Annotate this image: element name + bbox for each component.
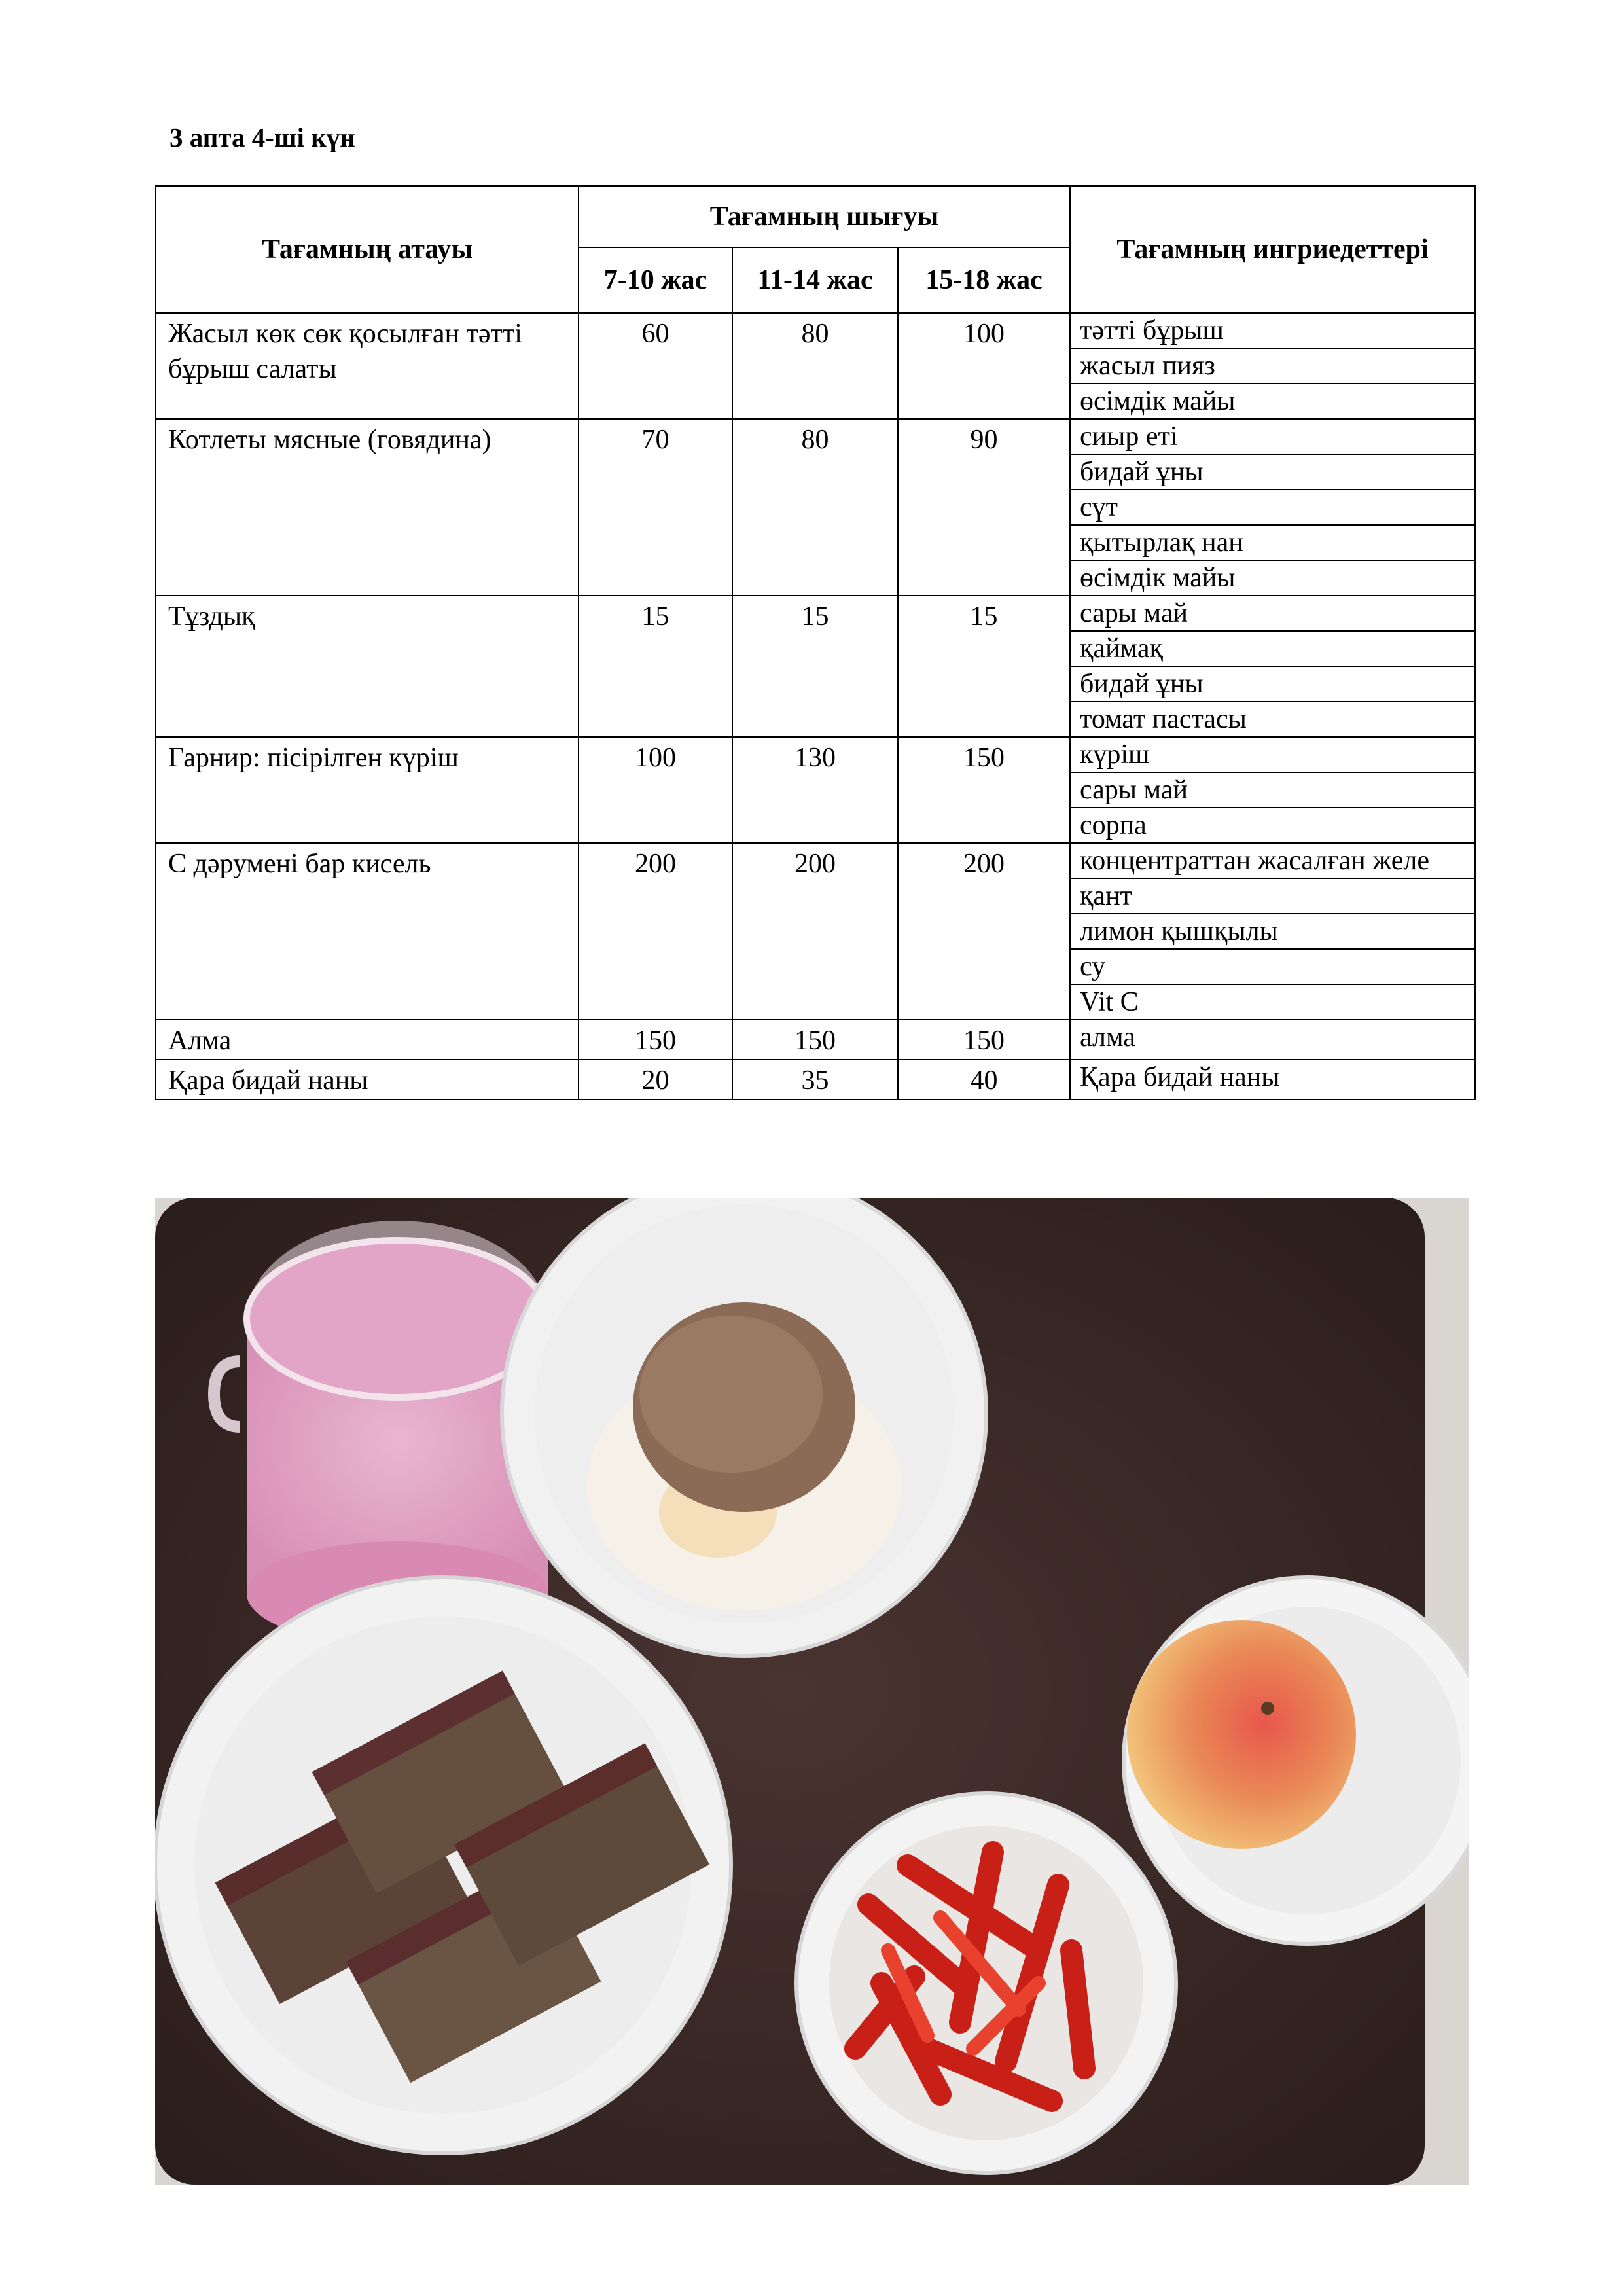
ingredient-item: су	[1071, 950, 1474, 985]
portion-11-14: 15	[732, 596, 898, 737]
dish-name: С дәрумені бар кисель	[156, 843, 579, 1020]
ingredients-cell	[1070, 1020, 1475, 1060]
meal-photo	[155, 1198, 1469, 2185]
ingredient-item: қаймақ	[1071, 632, 1474, 667]
table-row	[156, 313, 1475, 419]
portion-11-14: 35	[732, 1060, 898, 1100]
ingredient-item: сары май	[1071, 773, 1474, 808]
portion-15-18: 150	[898, 1020, 1070, 1060]
ingredient-item: қытырлақ нан	[1071, 526, 1474, 561]
portion-11-14: 200	[732, 843, 898, 1020]
ingredient-item: концентраттан жасалған желе	[1071, 844, 1474, 879]
apple-bowl	[1124, 1577, 1469, 1944]
portion-7-10: 70	[579, 419, 732, 596]
table-row	[156, 419, 1475, 596]
ingredient-list	[1071, 1020, 1474, 1054]
ingredients-cell	[1070, 843, 1475, 1020]
ingredient-item: алма	[1080, 1022, 1135, 1052]
menu-table	[155, 185, 1476, 1100]
ingredient-item: сары май	[1071, 596, 1474, 632]
ingredient-item: бидай ұны	[1071, 667, 1474, 702]
header-age-11-14: 11-14 жас	[732, 247, 898, 313]
ingredient-item: бидай ұны	[1071, 455, 1474, 490]
ingredient-item: күріш	[1071, 738, 1474, 773]
portion-7-10: 20	[579, 1060, 732, 1100]
rice-bowl	[502, 1198, 986, 1656]
ingredient-item: Қара бидай наны	[1080, 1062, 1280, 1092]
portion-7-10: 60	[579, 313, 732, 419]
menu-table-body	[156, 313, 1475, 1100]
ingredient-item: сорпа	[1080, 810, 1147, 840]
ingredient-item: сиыр еті	[1071, 420, 1474, 455]
table-row	[156, 1060, 1475, 1100]
dish-name: Жасыл көк сөк қосылған тәтті бұрыш салаты	[156, 313, 579, 419]
header-age-7-10: 7-10 жас	[579, 247, 732, 313]
meal-photo-illustration	[155, 1198, 1469, 2185]
portion-11-14: 80	[732, 313, 898, 419]
portion-15-18: 15	[898, 596, 1070, 737]
ingredient-item: өсімдік майы	[1080, 386, 1236, 416]
ingredient-item: сүт	[1071, 490, 1474, 526]
ingredient-item: Vit C	[1080, 987, 1139, 1017]
ingredient-item: тәтті бұрыш	[1071, 314, 1474, 349]
ingredients-cell	[1070, 313, 1475, 419]
portion-15-18: 100	[898, 313, 1070, 419]
ingredient-item: лимон қышқылы	[1071, 914, 1474, 950]
dish-name: Қара бидай наны	[156, 1060, 579, 1100]
header-age-15-18: 15-18 жас	[898, 247, 1070, 313]
portion-11-14: 80	[732, 419, 898, 596]
ingredient-item: қант	[1071, 879, 1474, 914]
ingredient-list	[1071, 314, 1474, 418]
dish-name: Тұздық	[156, 596, 579, 737]
portion-11-14: 130	[732, 737, 898, 843]
portion-7-10: 150	[579, 1020, 732, 1060]
portion-7-10: 15	[579, 596, 732, 737]
portion-15-18: 150	[898, 737, 1070, 843]
day-heading: 3 апта 4-ші күн	[169, 122, 355, 152]
ingredient-item: өсімдік майы	[1080, 563, 1236, 593]
portion-11-14: 150	[732, 1020, 898, 1060]
ingredients-cell	[1070, 419, 1475, 596]
portion-15-18: 200	[898, 843, 1070, 1020]
ingredient-list	[1071, 738, 1474, 842]
ingredient-list	[1071, 1060, 1474, 1094]
ingredients-cell	[1070, 596, 1475, 737]
portion-7-10: 100	[579, 737, 732, 843]
ingredient-list	[1071, 420, 1474, 595]
ingredient-list	[1071, 596, 1474, 736]
dish-name: Алма	[156, 1020, 579, 1060]
portion-7-10: 200	[579, 843, 732, 1020]
table-row	[156, 737, 1475, 843]
ingredients-cell	[1070, 1060, 1475, 1100]
ingredient-item: томат пастасы	[1080, 704, 1247, 734]
pepper-salad-bowl	[796, 1793, 1176, 2173]
bread-plate	[155, 1577, 734, 2153]
dish-name: Гарнир: пісірілген күріш	[156, 737, 579, 843]
table-row	[156, 1020, 1475, 1060]
header-dish-name: Тағамның атауы	[156, 186, 579, 313]
portion-15-18: 90	[898, 419, 1070, 596]
ingredient-item: жасыл пияз	[1071, 349, 1474, 384]
portion-15-18: 40	[898, 1060, 1070, 1100]
ingredient-list	[1071, 844, 1474, 1019]
header-ingredients: Тағамның ингриедеттері	[1070, 186, 1475, 313]
header-portion-output: Тағамның шығуы	[579, 186, 1070, 247]
table-row	[156, 843, 1475, 1020]
table-row	[156, 596, 1475, 737]
dish-name: Котлеты мясные (говядина)	[156, 419, 579, 596]
ingredients-cell	[1070, 737, 1475, 843]
